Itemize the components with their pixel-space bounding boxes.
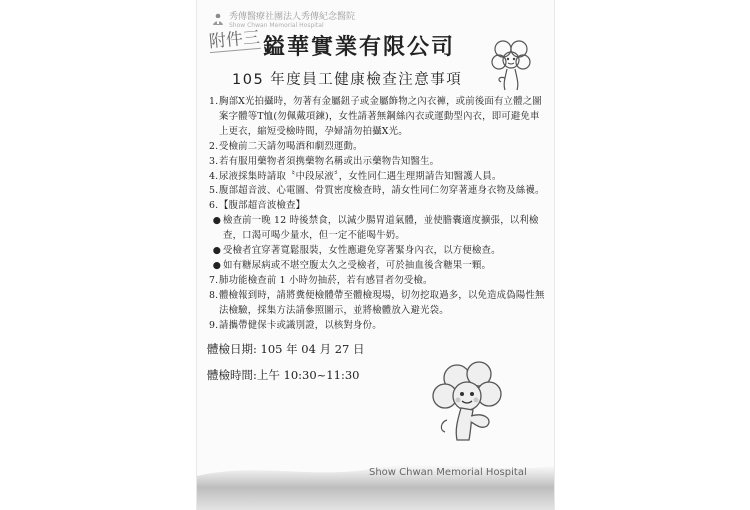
item-text: 請攜帶健保卡或識別證，以核對身份。	[219, 319, 382, 331]
list-item	[209, 259, 549, 274]
exam-time: 體檢時間:上午 10:30~11:30	[207, 368, 360, 382]
item-number: 1.	[209, 96, 219, 107]
list-item	[209, 274, 549, 289]
list-item	[209, 155, 549, 170]
notice-list	[209, 95, 549, 334]
item-text: 腹部超音波、心電圖、骨質密度檢查時，請女性同仁勿穿著連身衣物及絲襪。	[219, 185, 545, 197]
item-text: 【腹部超音波檢查】	[219, 200, 306, 212]
bullet-icon: ●	[212, 245, 222, 257]
item-number: 2.	[209, 140, 219, 152]
company-name: 鎰華實業有限公司	[263, 35, 456, 60]
item-text: 如有糖尿病或不堪空腹太久之受檢者，可於抽血後含糖果一顆。	[223, 259, 492, 271]
item-text: 若有服用藥物者須携藥物名稱或出示藥物告知醫生。	[219, 155, 440, 167]
item-number: 5.	[209, 185, 219, 197]
item-text: 檢查前一晚 12 時後禁食，以減少腸胃道氣體，並使膽囊適度擴張，以利檢查，口渴可喝少量水，但一定不能喝牛奶。	[223, 215, 539, 242]
item-text: 受檢者宜穿著寬鬆服裝，女性應避免穿著緊身內衣，以方便檢查。	[223, 245, 501, 257]
hospital-name: 秀傳醫療社團法人秀傳紀念醫院	[229, 12, 356, 22]
list-item	[209, 95, 549, 140]
list-item	[209, 214, 549, 244]
bullet-icon: ●	[212, 215, 222, 227]
document-title: 105 年度員工健康檢查注意事項	[232, 72, 463, 88]
mascot-icon	[489, 36, 533, 92]
hospital-logo-icon	[211, 12, 225, 26]
hospital-sub-name: Show Chwan Memorial Hospital	[229, 22, 324, 29]
list-item	[209, 289, 549, 319]
item-number: 8.	[209, 289, 219, 301]
item-text: 胸部X光拍攝時，勿著有金屬鈕子或金屬飾物之內衣褲，或前後面有立體之圖案字體等T恤(勿佩戴項鍊)，女性請著無鋼絲內衣或運動型內衣，即可避免車上更衣，縮短受檢時間，孕婦請勿拍攝X光。	[219, 96, 542, 137]
list-item	[209, 244, 549, 259]
mascot-icon	[427, 360, 519, 444]
attachment-stamp: 附件三	[208, 27, 261, 53]
item-number: 4.	[209, 170, 219, 182]
document-page	[196, 0, 555, 510]
item-text: 體檢報到時，請將糞便檢體帶至體檢現場，切勿挖取過多，以免造成偽陽性無法檢驗，採集方法請參照圖示，並將檢體放入避光袋。	[219, 289, 545, 316]
list-item	[209, 319, 549, 334]
list-item	[209, 140, 549, 155]
bullet-icon: ●	[212, 259, 222, 271]
item-text: 受檢前二天請勿喝酒和劇烈運動。	[219, 140, 363, 152]
list-item	[209, 184, 549, 199]
item-number: 3.	[209, 155, 219, 167]
footer-hospital-name: Show Chwan Memorial Hospital	[369, 467, 527, 478]
scan-smudge	[197, 452, 554, 510]
item-number: 7.	[209, 274, 219, 286]
list-item	[209, 170, 549, 185]
item-text: 尿液採集時請取〝中段尿液〞，女性同仁遇生理期請告知醫護人員。	[219, 170, 502, 182]
exam-date: 體檢日期: 105 年 04 月 27 日	[207, 342, 365, 356]
item-text: 肺功能檢查前 1 小時勿抽菸，若有感冒者勿受檢。	[219, 274, 433, 286]
list-item	[209, 199, 549, 214]
item-number: 9.	[209, 319, 219, 331]
item-number: 6.	[209, 200, 219, 212]
